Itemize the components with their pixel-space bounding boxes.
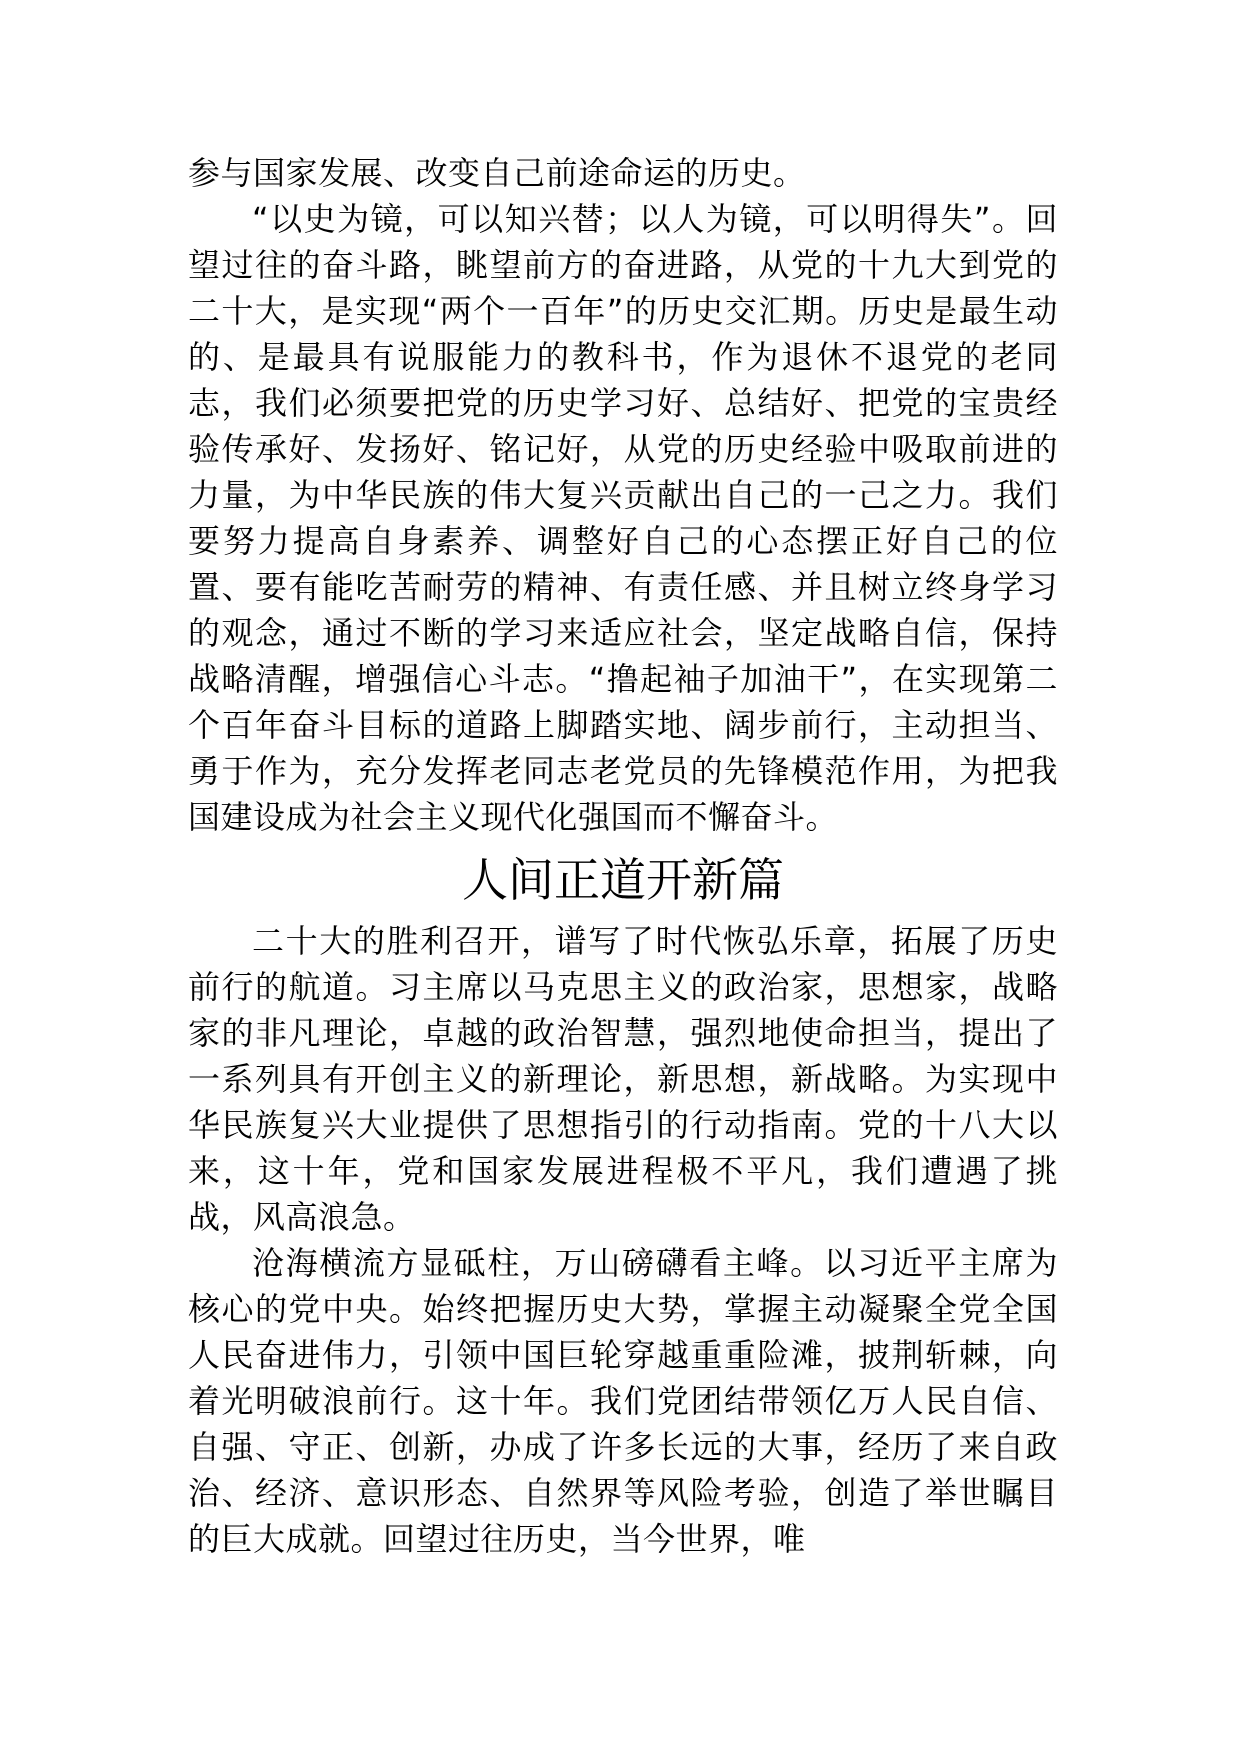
paragraph-continuation: 参与国家发展、改变自己前途命运的历史。	[188, 154, 806, 192]
section-heading: 人间正道开新篇	[462, 853, 784, 907]
paragraph-history-mirror: “以史为镜，可以知兴替；以人为镜，可以明得失”。回望过往的奋斗路，眺望前方的奋进路，从党的十九大到党的二十大，是实现“两个一百年”的历史交汇期。历史是最生动的、是最具有说服能力的教科书，作为退休不退党的老同志，我们必须要把党的历史学习好、总结好、把党的宝贵经验传承好、发扬好、铭记好，从党的历史经验中吸取前进的力量，为中华民族的伟大复兴贡献出自己的一己之力。我们要努力提高自身素养、调整好自己的心态摆正好自己的位置、要有能吃苦耐劳的精神、有责任感、并且树立终身学习的观念，通过不断的学习来适应社会，坚定战略自信，保持战略清醒，增强信心斗志。“撸起袖子加油干”，在实现第二个百年奋斗目标的道路上脚踏实地、阔步前行，主动担当、勇于作为，充分发挥老同志老党员的先锋模范作用，为把我国建设成为社会主义现代化强国而不懈奋斗。	[188, 200, 1058, 836]
text-column	[188, 150, 1058, 1562]
paragraph-twentieth-congress: 二十大的胜利召开，谱写了时代恢弘乐章，拓展了历史前行的航道。习主席以马克思主义的政治家，思想家，战略家的非凡理论，卓越的政治智慧，强烈地使命担当，提出了一系列具有开创主义的新理论，新思想，新战略。为实现中华民族复兴大业提供了思想指引的行动指南。党的十八大以来，这十年，党和国家发展进程极不平凡，我们遭遇了挑战，风高浪急。	[188, 922, 1058, 1236]
paragraph-mainstay: 沧海横流方显砥柱，万山磅礴看主峰。以习近平主席为核心的党中央。始终把握历史大势，掌握主动凝聚全党全国人民奋进伟力，引领中国巨轮穿越重重险滩，披荆斩棘，向着光明破浪前行。这十年。我们党团结带领亿万人民自信、自强、守正、创新，办成了许多长远的大事，经历了来自政治、经济、意识形态、自然界等风险考验，创造了举世瞩目的巨大成就。回望过往历史，当今世界，唯	[188, 1244, 1058, 1558]
